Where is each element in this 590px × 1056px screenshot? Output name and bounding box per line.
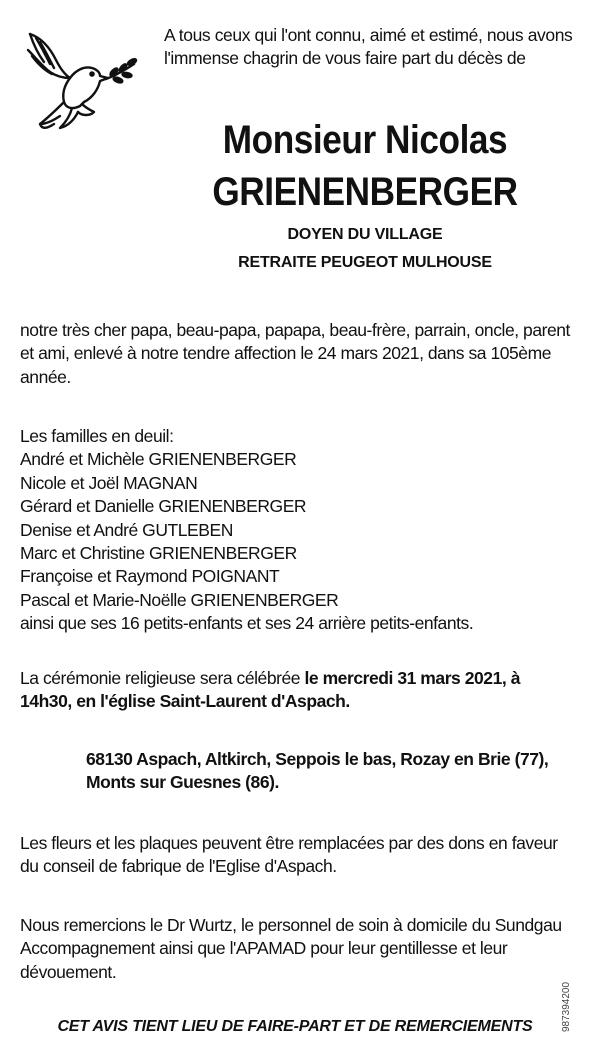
family-member: Pascal et Marie-Noëlle GRIENENBERGER <box>20 589 339 610</box>
families-block <box>20 425 575 636</box>
title-line-1: DOYEN DU VILLAGE <box>287 226 443 243</box>
dove-icon <box>20 24 140 136</box>
ceremony-intro: La cérémonie religieuse sera célébrée <box>20 668 305 688</box>
family-member: Gérard et Danielle GRIENENBERGER <box>20 496 307 517</box>
family-member: Denise et André GUTLEBEN <box>20 519 233 540</box>
families-heading: Les familles en deuil: <box>20 426 174 446</box>
intro-text: A tous ceux qui l'ont connu, aimé et estimé, nous avons l'immense chagrin de vous faire part du décès de <box>164 25 573 68</box>
family-member: Nicole et Joël MAGNAN <box>20 472 198 493</box>
family-member: André et Michèle GRIENENBERGER <box>20 449 297 470</box>
reference-number: 987394200 <box>561 981 572 1032</box>
footer-notice: CET AVIS TIENT LIEU DE FAIRE-PART ET DE REMERCIEMENTS <box>57 1018 533 1035</box>
thanks-paragraph: Nous remercions le Dr Wurtz, le personnel de soin à domicile du Sundgau Accompagnement ainsi que l'APAMAD pour leur gentillesse et leur dévouement. <box>20 915 562 982</box>
family-member: Marc et Christine GRIENENBERGER <box>20 543 297 564</box>
flowers-paragraph: Les fleurs et les plaques peuvent être remplacées par des dons en faveur du conseil de fabrique de l'Eglise d'Aspach. <box>20 833 558 877</box>
grandchildren-line: ainsi que ses 16 petits-enfants et ses 24 arrière petits-enfants. <box>20 613 474 634</box>
title-line-2: RETRAITE PEUGEOT MULHOUSE <box>238 254 492 271</box>
announcement-paragraph: notre très cher papa, beau-papa, papapa, beau-frère, parrain, oncle, parent et ami, enlevé à notre tendre affection le 24 mars 2021, dans sa 105ème année. <box>20 320 570 387</box>
ceremony-paragraph <box>20 667 575 714</box>
deceased-name-line1: Monsieur Nicolas <box>222 118 508 162</box>
addresses-paragraph: 68130 Aspach, Altkirch, Seppois le bas, Rozay en Brie (77), Monts sur Guesnes (86). <box>86 749 549 793</box>
deceased-name-line2: GRIENENBERGER <box>212 170 518 214</box>
family-member: Françoise et Raymond POIGNANT <box>20 566 280 587</box>
ceremony-details: le mercredi 31 mars 2021, à 14h30, en l'église Saint-Laurent d'Aspach. <box>20 668 520 712</box>
